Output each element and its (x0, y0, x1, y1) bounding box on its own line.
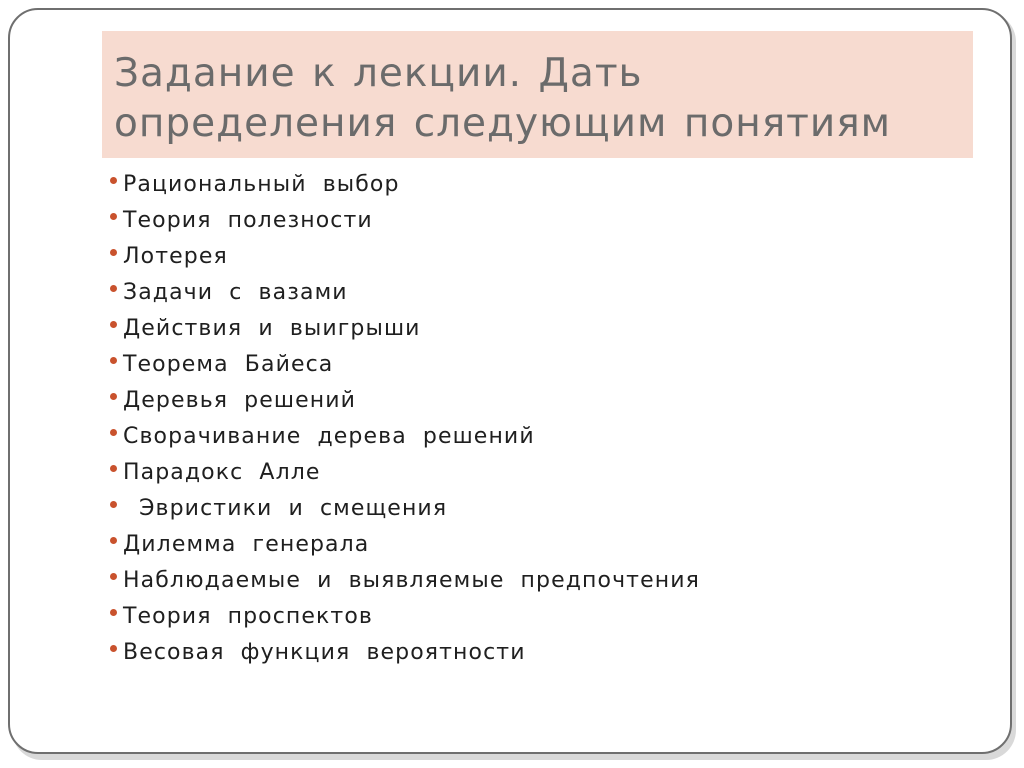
bullet-icon (110, 573, 117, 580)
list-item-label: Теория проспектов (123, 603, 373, 629)
list-item-label: Теорема Байеса (123, 351, 334, 377)
bullet-icon (110, 285, 117, 292)
list-item (110, 526, 700, 562)
list-item-label: Задачи с вазами (123, 279, 348, 305)
bullet-icon (110, 213, 117, 220)
bullet-icon (110, 249, 117, 256)
bullet-icon (110, 645, 117, 652)
list-item (110, 166, 700, 202)
concept-list (110, 166, 700, 670)
list-item (110, 418, 700, 454)
list-item-label: Сворачивание дерева решений (123, 423, 535, 449)
slide-title-line-1: Задание к лекции. Дать (114, 51, 643, 96)
list-item-label: Дилемма генерала (123, 531, 370, 557)
list-item (110, 598, 700, 634)
bullet-icon (110, 465, 117, 472)
list-item-label: Лотерея (123, 243, 228, 269)
list-item-label: Рациональный выбор (123, 171, 400, 197)
list-item-label: Парадокс Алле (123, 459, 321, 485)
list-item (110, 274, 700, 310)
list-item (110, 202, 700, 238)
list-item (110, 238, 700, 274)
list-item (110, 634, 700, 670)
list-item-label: Наблюдаемые и выявляемые предпочтения (123, 567, 700, 593)
list-item-label: Действия и выигрыши (123, 315, 421, 341)
list-item (110, 490, 700, 526)
list-item (110, 346, 700, 382)
list-item-label: Теория полезности (123, 207, 373, 233)
bullet-icon (110, 393, 117, 400)
slide-title (114, 49, 973, 149)
bullet-icon (110, 321, 117, 328)
list-item-label: Деревья решений (123, 387, 357, 413)
list-item (110, 454, 700, 490)
list-item (110, 382, 700, 418)
bullet-icon (110, 609, 117, 616)
bullet-icon (110, 501, 117, 508)
bullet-icon (110, 177, 117, 184)
bullet-icon (110, 537, 117, 544)
bullet-icon (110, 429, 117, 436)
slide-title-line-2: определения следующим понятиям (114, 101, 892, 146)
list-item-label: Эвристики и смещения (123, 495, 448, 521)
bullet-icon (110, 357, 117, 364)
title-box (102, 31, 973, 158)
list-item (110, 310, 700, 346)
list-item (110, 562, 700, 598)
list-item-label: Весовая функция вероятности (123, 639, 526, 665)
